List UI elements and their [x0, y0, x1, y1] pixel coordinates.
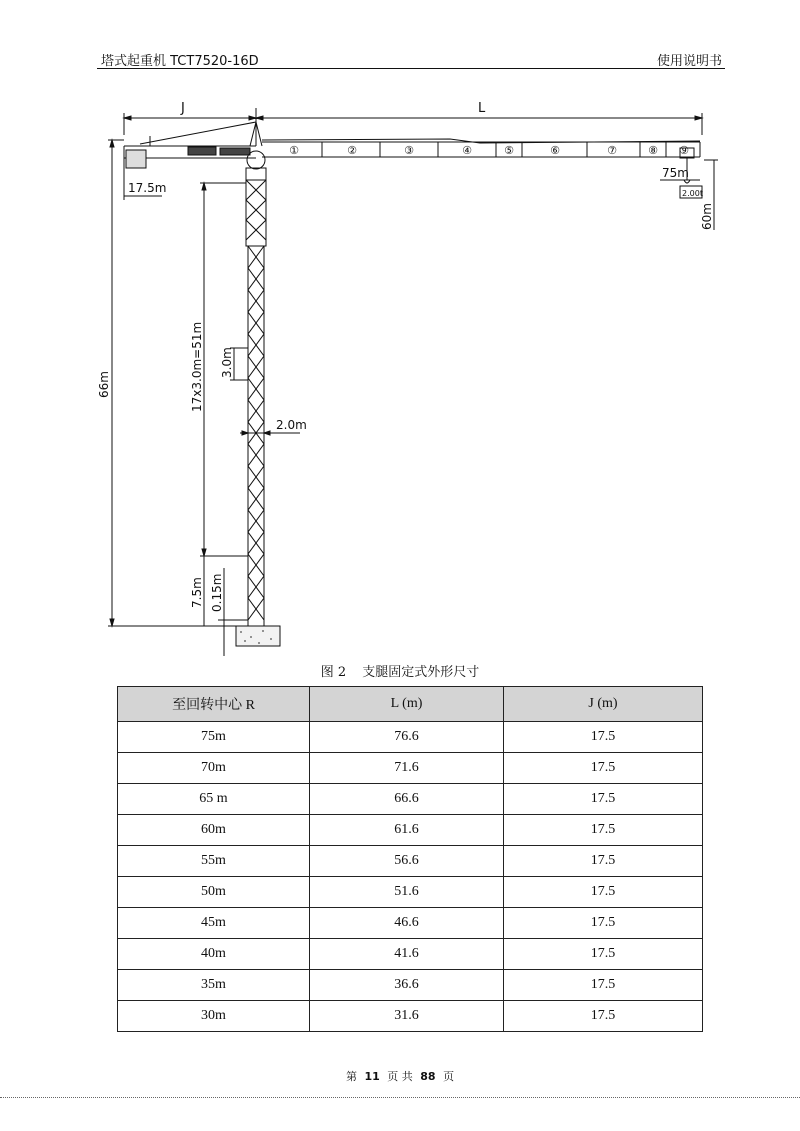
- cell-radius: 70m: [118, 753, 310, 784]
- jib-section-2: ②: [347, 144, 357, 157]
- cell-j: 17.5: [504, 970, 703, 1001]
- cell-radius: 65 m: [118, 784, 310, 815]
- dim-radius: 75m: [662, 166, 689, 180]
- footer-divider: [0, 1097, 800, 1098]
- spec-table: [117, 686, 703, 1032]
- header-manual-label: 使用说明书: [656, 54, 722, 69]
- cell-l: 31.6: [310, 1001, 504, 1032]
- table-row: [118, 970, 703, 1001]
- footer-suffix: 页: [443, 1070, 455, 1083]
- header-radius: 至回转中心 R: [118, 687, 310, 722]
- cell-l: 66.6: [310, 784, 504, 815]
- cell-j: 17.5: [504, 753, 703, 784]
- table-row: [118, 722, 703, 753]
- page-total: 88: [420, 1070, 436, 1083]
- jib-section-4: ④: [462, 144, 472, 157]
- table-row: [118, 784, 703, 815]
- dim-hook: 60m: [700, 203, 714, 230]
- cell-l: 56.6: [310, 846, 504, 877]
- jib-section-3: ③: [404, 144, 414, 157]
- header-title: 塔式起重机 TCT7520-16D: [101, 54, 259, 69]
- cell-l: 71.6: [310, 753, 504, 784]
- table-row: [118, 846, 703, 877]
- cell-radius: 50m: [118, 877, 310, 908]
- cell-radius: 60m: [118, 815, 310, 846]
- table-row: [118, 815, 703, 846]
- cell-j: 17.5: [504, 784, 703, 815]
- dim-total-height: 66m: [97, 371, 111, 398]
- jib-section-5: ⑤: [504, 144, 514, 157]
- cell-j: 17.5: [504, 1001, 703, 1032]
- jib-section-8: ⑧: [648, 144, 658, 157]
- dim-counter-jib: 17.5m: [128, 181, 167, 195]
- cell-l: 36.6: [310, 970, 504, 1001]
- cell-j: 17.5: [504, 939, 703, 970]
- cell-radius: 40m: [118, 939, 310, 970]
- cell-l: 51.6: [310, 877, 504, 908]
- cell-l: 41.6: [310, 939, 504, 970]
- table-row: [118, 877, 703, 908]
- label-l: L: [478, 101, 486, 116]
- cell-radius: 55m: [118, 846, 310, 877]
- label-j: J: [181, 101, 185, 116]
- table-row: [118, 1001, 703, 1032]
- dim-foundation: 0.15m: [210, 573, 224, 612]
- header-l: L (m): [310, 687, 504, 722]
- cell-l: 76.6: [310, 722, 504, 753]
- dim-mast: 17x3.0m=51m: [190, 321, 204, 412]
- dim-load: 2.00t: [682, 189, 703, 198]
- cell-j: 17.5: [504, 722, 703, 753]
- cell-j: 17.5: [504, 815, 703, 846]
- jib-section-1: ①: [289, 144, 299, 157]
- footer-prefix: 第: [345, 1070, 357, 1083]
- page-footer: [0, 1068, 800, 1084]
- jib-section-6: ⑥: [550, 144, 560, 157]
- cell-radius: 45m: [118, 908, 310, 939]
- table-row: [118, 908, 703, 939]
- cell-j: 17.5: [504, 908, 703, 939]
- cell-radius: 75m: [118, 722, 310, 753]
- cell-radius: 30m: [118, 1001, 310, 1032]
- dim-mast-width: 2.0m: [276, 418, 307, 432]
- header-j: J (m): [504, 687, 703, 722]
- dim-base: 7.5m: [190, 577, 204, 608]
- cell-j: 17.5: [504, 877, 703, 908]
- caption-title: 支腿固定式外形尺寸: [362, 665, 480, 680]
- jib-section-7: ⑦: [607, 144, 617, 157]
- table-row: [118, 753, 703, 784]
- footer-mid: 页 共: [387, 1070, 413, 1083]
- cell-l: 46.6: [310, 908, 504, 939]
- jib-section-9: ⑨: [679, 144, 689, 157]
- dim-section: 3.0m: [220, 347, 234, 378]
- table-header-row: [118, 687, 703, 722]
- caption-number: 图 2: [320, 665, 347, 680]
- cell-l: 61.6: [310, 815, 504, 846]
- table-row: [118, 939, 703, 970]
- cell-j: 17.5: [504, 846, 703, 877]
- cell-radius: 35m: [118, 970, 310, 1001]
- figure-caption: [0, 661, 800, 680]
- page-current: 11: [364, 1070, 380, 1083]
